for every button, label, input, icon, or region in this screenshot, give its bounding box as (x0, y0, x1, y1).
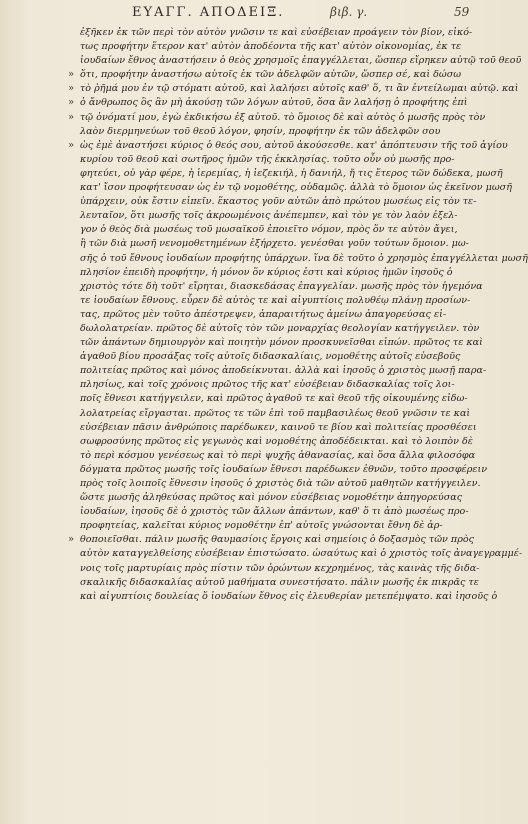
quotation-marker: » (68, 111, 75, 123)
text-line (68, 96, 477, 110)
text-line (80, 407, 477, 421)
text-line (80, 40, 477, 54)
text-line (80, 590, 498, 604)
line-text: κυρίου τοῦ θεοῦ καὶ σωτῆρος ἡμῶν τῆς ἐκκλησίας. τοῦτο οὖν οὐ μωσῆς προ- (80, 153, 455, 165)
text-line (80, 547, 523, 561)
line-text: τὸ ῥῆμά μου ἐν τῷ στόματι αὐτοῦ, καὶ λαλήσει αὐτοῖς καθ' ὅ, τι ἂν ἐντείλωμαι αὐτῷ. καὶ (80, 83, 519, 95)
line-text: δωλολατρείαν. πρῶτος δὲ αὐτοῖς τὸν τῶν μοναρχίας θεολογίαν κατήγγειλεν. τὸν (80, 322, 480, 334)
line-text: ποῖς ἔθνεσι κατήγγειλεν, καὶ πρῶτος ἀγαθοῦ τε καὶ θεοῦ τῆς οἰκουμένης εἰδω- (80, 393, 468, 405)
line-text: σωφροσύνης πρῶτος εἰς γεγωνὸς καὶ νομοθέτης ἀποδέδεικται. καὶ τὸ λοιπὸν δὲ (80, 435, 473, 447)
line-text: λευταῖον, ὅτι μωσῆς τοῖς ἀκροωμένοις ἀνέπεμπεν, καὶ τὸν γε τὸν λαὸν ἐξελ- (80, 210, 458, 222)
text-line (80, 280, 483, 294)
text-line (80, 576, 477, 590)
line-text: γον ὁ θεὸς διὰ μωσέως τοῦ μωσαϊκοῦ ἐποιεῖτο νόμον, πρὸς ὅν τε αὐτὸν ἄγει, (80, 224, 458, 236)
line-text: ὥστε μωσῆς ἀληθεύσας πρῶτος καὶ μόνον εὐσέβειας νομοθέτην ἀπηγορεύσας (80, 492, 463, 504)
line-text: τὸ περὶ κόσμου γενέσεως καὶ τὸ περὶ ψυχῆς ἀθανασίας, καὶ ὅσα ἄλλα φιλοσόφα (80, 449, 476, 461)
text-line (80, 237, 477, 251)
line-text: πρὸς τοῖς λοιποῖς ἔθνεσιν ἰησοῦς ὁ χριστὸς διὰ τῶν αὐτοῦ μαθητῶν κατήγγειλεν. (80, 478, 481, 489)
line-text: νοις τοῖς μαρτυρίαις πρὸς πίστιν τῶν ὁρώντων κεχρημένος, τὰς καινὰς τῆς διδα- (80, 562, 480, 574)
line-text: ὁ ἄνθρωπος ὃς ἂν μὴ ἀκούσῃ τῶν λόγων αὐτοῦ, ὅσα ἂν λαλήσῃ ὁ προφήτης ἐπὶ (80, 97, 468, 109)
text-line (80, 209, 477, 223)
text-line (80, 491, 477, 505)
line-text: θοποιεῖσθαι. πάλιν μωσῆς θαυμασίοις ἔργοις καὶ σημείοις ὁ δοξασμὸς τῶν πρὸς (80, 534, 475, 546)
text-line (80, 562, 480, 576)
line-text: ὅτι, προφήτην ἀναστήσω αὐτοῖς ἐκ τῶν ἀδελφῶν αὐτῶν, ὥσπερ σέ, καὶ δώσω (80, 69, 462, 81)
text-line (68, 82, 519, 96)
line-text: εὐσέβειαν πᾶσιν ἀνθρώποις παρέδωκεν, καινοῦ τε βίου καὶ πολιτείας προσθέσει (80, 421, 477, 433)
line-text: τῶν ἁπάντων δημιουργὸν καὶ ποιητὴν μόνον προσκυνεῖσθαι εἰπών. πρῶτος τε καὶ (80, 337, 483, 349)
line-text: σῆς ὁ τοῦ ἔθνους ἰουδαίων προφήτης ὑπάρχων. ἵνα δὲ τοῦτο ὁ χρησμὸς ἐπαγγέλλεται μωσῆ (80, 252, 528, 264)
line-text: ὑπάρχειν, οὐκ ἔστιν εἰπεῖν. ἕκαστος γοῦν αὐτῶν ἀπὸ πρώτου μωσέως εἰς τὸν τε- (80, 196, 477, 208)
line-text: ἐξῆκεν ἐκ τῶν περὶ τὸν αὐτὸν γνῶσιν τε καὶ εὐσέβειαν προάγειν τὸν βίον, εἰκό- (80, 27, 473, 38)
text-line (80, 322, 480, 336)
text-line (80, 463, 488, 477)
line-text: χριστὸς τότε δὴ τοῦτ' εἴρηται, διασκεδάσας ἐπαγγελίαν. μωσῆς πρὸς τὸν ἡγεμόνα (80, 280, 483, 292)
line-text: λαὸν διερμηνεύων τοῦ θεοῦ λόγον, φησίν, προφήτην ἐκ τῶν ἀδελφῶν σου (80, 125, 441, 137)
line-text: πλησίως, καὶ τοῖς χρόνοις πρῶτος τῆς κατ' εὐσέβειαν διδασκαλίας τοῖς λοι- (80, 379, 455, 391)
running-head: ΕΥΑΓΓ. ΑΠΟΔΕΙΞ. (132, 5, 285, 20)
body-text (68, 26, 528, 604)
text-line (80, 167, 503, 181)
text-line (80, 308, 477, 322)
line-text: τε ἰουδαίων ἔθνους. εὗρεν δὲ αὐτὸς τε καὶ αἰγυπτίοις πολυθέῳ πλάνῃ προσίων- (80, 294, 471, 306)
text-line (80, 294, 477, 308)
text-line (80, 26, 477, 40)
text-line (68, 68, 477, 82)
line-text: προφητείας, καλεῖται κύριος νομοθέτην ἐπ' αὐτοῖς γνώσονται ἔθνη δὲ ἀρ- (80, 520, 443, 532)
text-line (80, 181, 512, 195)
line-text: αὐτὸν καταγγελθείσης εὐσέβειαν ἐπιστώσατο. ὡσαύτως καὶ ὁ χριστὸς τοῖς ἀναγεγραμμέ- (80, 548, 523, 560)
line-text: καὶ αἰγυπτίοις δουλείας ὅ ἰουδαίων ἔθνος εἰς ἐλευθερίαν μετεπέμψατο. καὶ ἰησοῦς ὁ (80, 590, 498, 602)
quotation-marker: » (68, 69, 75, 81)
text-line (80, 54, 522, 68)
text-line (80, 350, 477, 364)
quotation-marker: » (68, 139, 75, 151)
page-header (0, 2, 500, 24)
text-line (68, 533, 477, 547)
line-text: ἢ τῶν διὰ μωσῆ νενομοθετημένων ἐξήρχετο. γενέσθαι γοῦν τούτων ὅμοιον. μω- (80, 238, 469, 250)
text-line (80, 392, 477, 406)
text-line (80, 336, 483, 350)
line-text: τως προφήτην ἕτερον κατ' αὐτὸν ἀποδέοντα τῆς κατ' αὐτὸν οἰκονομίας, ἐκ τε (80, 41, 462, 53)
text-line (80, 364, 487, 378)
text-line (80, 125, 477, 139)
line-text: τῷ ὀνόματί μου, ἐγὼ ἐκδικήσω ἐξ αὐτοῦ. τὸ ὅμοιος δὲ καὶ αὐτὸς ὁ μωσῆς πρὸς τὸν (80, 111, 486, 123)
text-line (80, 435, 477, 449)
line-text: λολατρείας εἴργασται. πρῶτος τε τῶν ἐπὶ τοῦ παμβασιλέως θεοῦ γνῶσιν τε καὶ (80, 407, 471, 419)
line-text: σκαλικῆς διδασκαλίας αὐτοῦ μαθήματα συνεστήσατο. πάλιν μωσῆς ἐκ πικρᾶς τε (80, 576, 479, 588)
text-line (68, 111, 486, 125)
text-line (80, 519, 477, 533)
text-line (80, 266, 477, 280)
line-text: ὡς ἐμὲ ἀναστήσει κύριος ὁ θεός σου, αὐτοῦ ἀκούσεσθε. κατ' ἀπόπτευσιν τῆς τοῦ ἁγίου (80, 139, 508, 151)
text-line (80, 449, 477, 463)
line-text: δόγματα πρῶτος μωσῆς τοῖς ἰουδαίων ἔθνεσι παρέδωκεν ἐθνῶν, τοῦτο προσφέρειν (80, 463, 488, 475)
line-text: τας, πρῶτος μὲν τοῦτο ἀπέστρεψεν, ἀπαραιτήτως ἀμείνω ἀπαγορεύσας εἰ- (80, 308, 447, 320)
line-text: ἰουδαίων, ἰησοῦς δὲ ὁ χριστὸς τῶν ἄλλων ἁπάντων, καθ' ὅ τι ἀπὸ μωσέως προ- (80, 506, 469, 518)
text-line (80, 252, 528, 266)
line-text: πλησίον ἐπειδὴ προφήτην, ἡ μόνον ὅν κύριος ἐστι καὶ κύριος ἡμῶν ἰησοῦς ὁ (80, 266, 453, 278)
quotation-marker: » (68, 97, 75, 109)
text-line (80, 477, 481, 491)
line-text: πολιτείας πρῶτος καὶ μόνος ἀποδείκνυται. ἀλλὰ καὶ ἰησοῦς ὁ χριστὸς μωσῇ παρα- (80, 365, 487, 377)
text-line (80, 421, 477, 435)
quotation-marker: » (68, 83, 75, 95)
line-text: φητεύει, οὐ γὰρ φέρε, ἡ ἱερεμίας, ἡ ἰεζεκιήλ, ἡ δανιήλ, ἤ τις ἕτερος τῶν δώδεκα, μωσῆ (80, 167, 503, 179)
text-line (80, 223, 477, 237)
text-line (80, 378, 477, 392)
line-text: ἀγαθοῦ βίου προσάξας τοῖς αὐτοῖς διδασκαλίαις, νομοθέτης αὐτοῖς εὐσεβοῦς (80, 351, 461, 363)
line-text: ἰουδαίων ἔθνος ἀναστήσειν ὁ θεὸς χρησμοῖς ἐπαγγέλλεται, ὥσπερ εἴρηκεν αὐτῷ τοῦ θεοῦ (80, 55, 522, 67)
text-line (80, 153, 477, 167)
text-line (80, 505, 477, 519)
text-line (80, 195, 477, 209)
text-line (68, 139, 508, 153)
book-marker: βιβ. γ. (330, 5, 368, 19)
quotation-marker: » (68, 534, 75, 546)
page-number: 59 (454, 5, 470, 19)
line-text: κατ' ἴσον προφήτευσαν ὡς ἐν τῷ νομοθέτης, οὐδαμῶς. ἀλλὰ τὸ ὅμοιον ὡς ἐκεῖνον μωσῆ (80, 182, 512, 194)
